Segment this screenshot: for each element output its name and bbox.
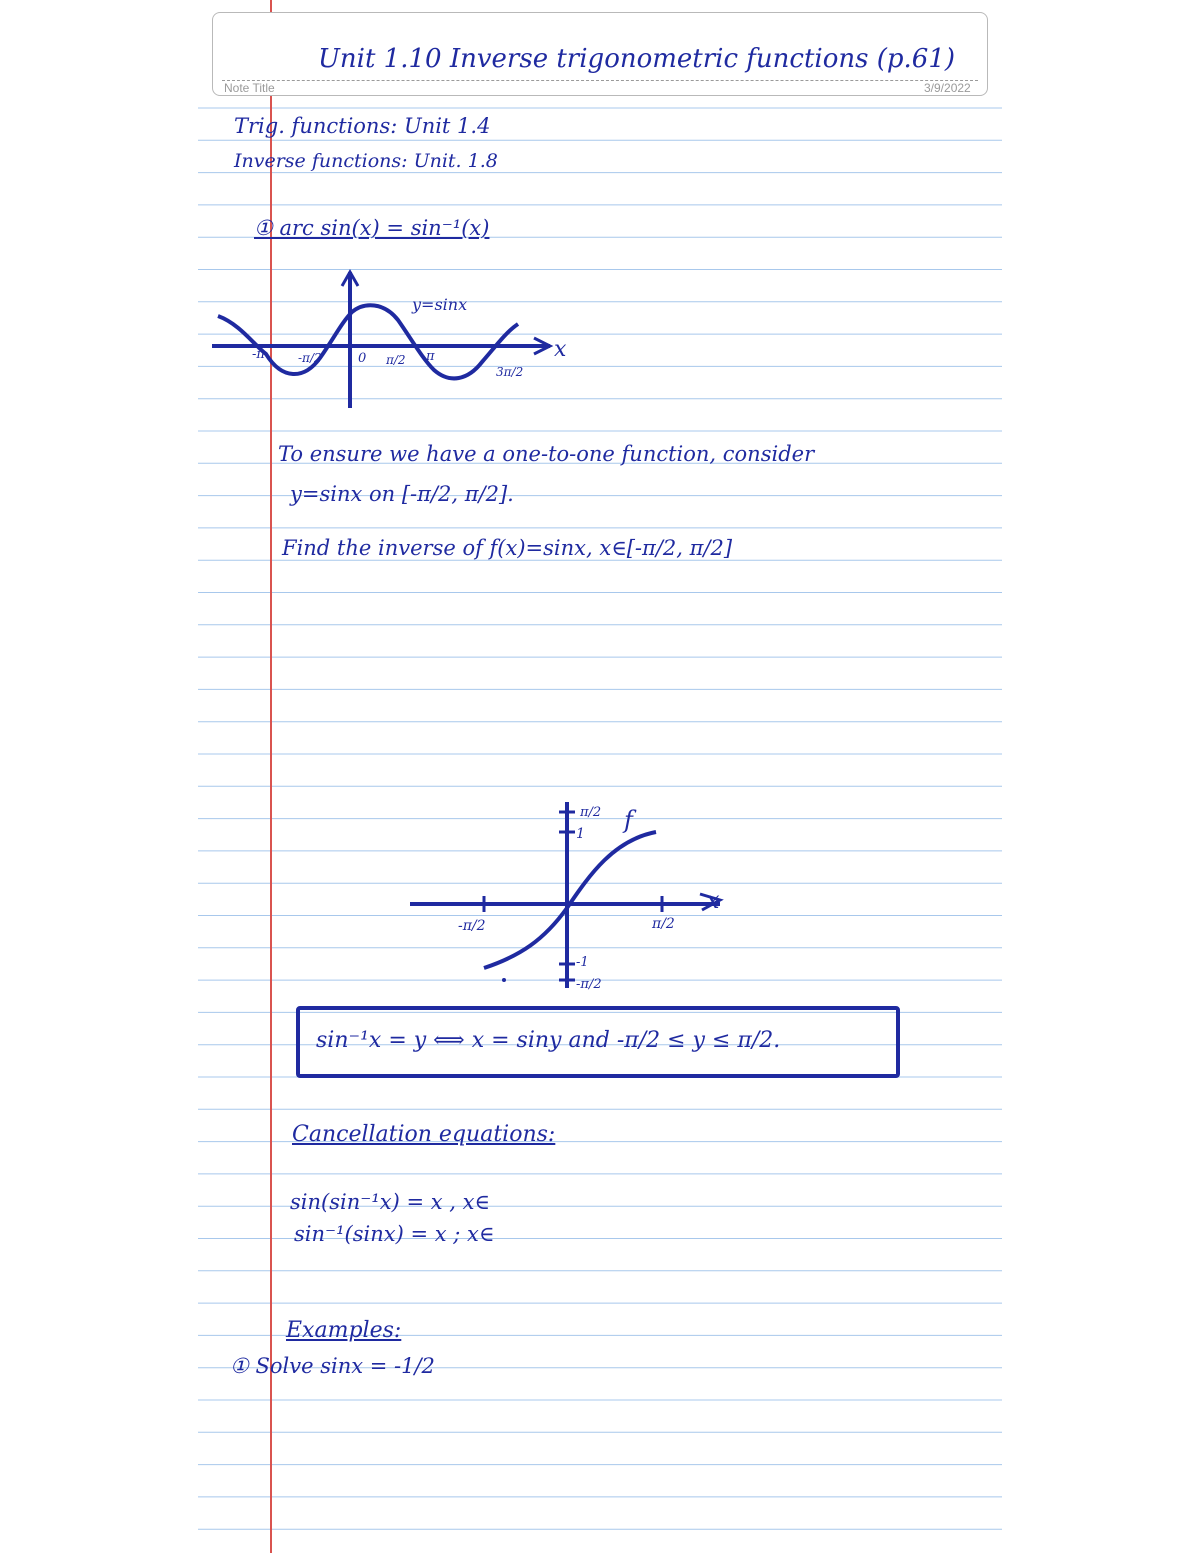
note-title-label: Note Title	[224, 81, 275, 95]
tick-label-zero: 0	[358, 351, 367, 366]
y-tick-label-neg-one: -1	[576, 955, 589, 970]
inverse-sine-definition: sin⁻¹x = y ⟺ x = siny and -π/2 ≤ y ≤ π/2.	[316, 1028, 781, 1053]
reference-trig-functions: Trig. functions: Unit 1.4	[234, 114, 491, 138]
tick-label-neg-pi: -π	[252, 347, 265, 362]
tick-label-half-pi: π/2	[386, 353, 406, 367]
examples-heading: Examples:	[286, 1318, 402, 1343]
note-title-divider	[222, 80, 978, 81]
y-tick-label-one: 1	[576, 826, 585, 842]
x-tick-label-half-pi: π/2	[652, 916, 675, 932]
x-tick-label-neg-half-pi: -π/2	[458, 918, 486, 934]
cancellation-equation-2: sin⁻¹(sinx) = x ; x∈	[294, 1222, 495, 1246]
sine-graph	[200, 262, 600, 412]
y-tick-label-half-pi: π/2	[580, 805, 602, 820]
tick-label-neg-half-pi: -π/2	[298, 351, 322, 365]
page-title: Unit 1.10 Inverse trigonometric functions (p.61)	[318, 44, 956, 74]
reference-inverse-functions: Inverse functions: Unit. 1.8	[234, 150, 498, 172]
restricted-sine-graph	[400, 792, 760, 1002]
tick-label-3-half-pi: 3π/2	[496, 365, 524, 379]
endpoint-dot	[502, 978, 506, 982]
example-1: ① Solve sinx = -1/2	[230, 1354, 435, 1378]
y-tick-label-neg-half-pi: -π/2	[576, 977, 602, 992]
sine-curve	[218, 305, 518, 378]
one-to-one-text-line-2: y=sinx on [-π/2, π/2].	[290, 482, 514, 506]
arcsin-curve	[484, 832, 656, 968]
x-axis-label: x	[554, 337, 567, 362]
section-heading-arcsin: ① arc sin(x) = sin⁻¹(x)	[254, 216, 490, 240]
x-axis-label: x	[706, 886, 720, 914]
cancellation-heading: Cancellation equations:	[292, 1122, 556, 1147]
tick-label-pi: π	[426, 349, 435, 364]
find-inverse-text: Find the inverse of f(x)=sinx, x∈[-π/2, π/2]	[282, 536, 733, 560]
curve-label: y=sinx	[412, 295, 468, 314]
one-to-one-text-line-1: To ensure we have a one-to-one function, consider	[278, 442, 815, 466]
f-label: f	[624, 806, 633, 834]
cancellation-equation-1: sin(sin⁻¹x) = x , x∈	[290, 1190, 490, 1214]
note-date: 3/9/2022	[924, 81, 971, 95]
